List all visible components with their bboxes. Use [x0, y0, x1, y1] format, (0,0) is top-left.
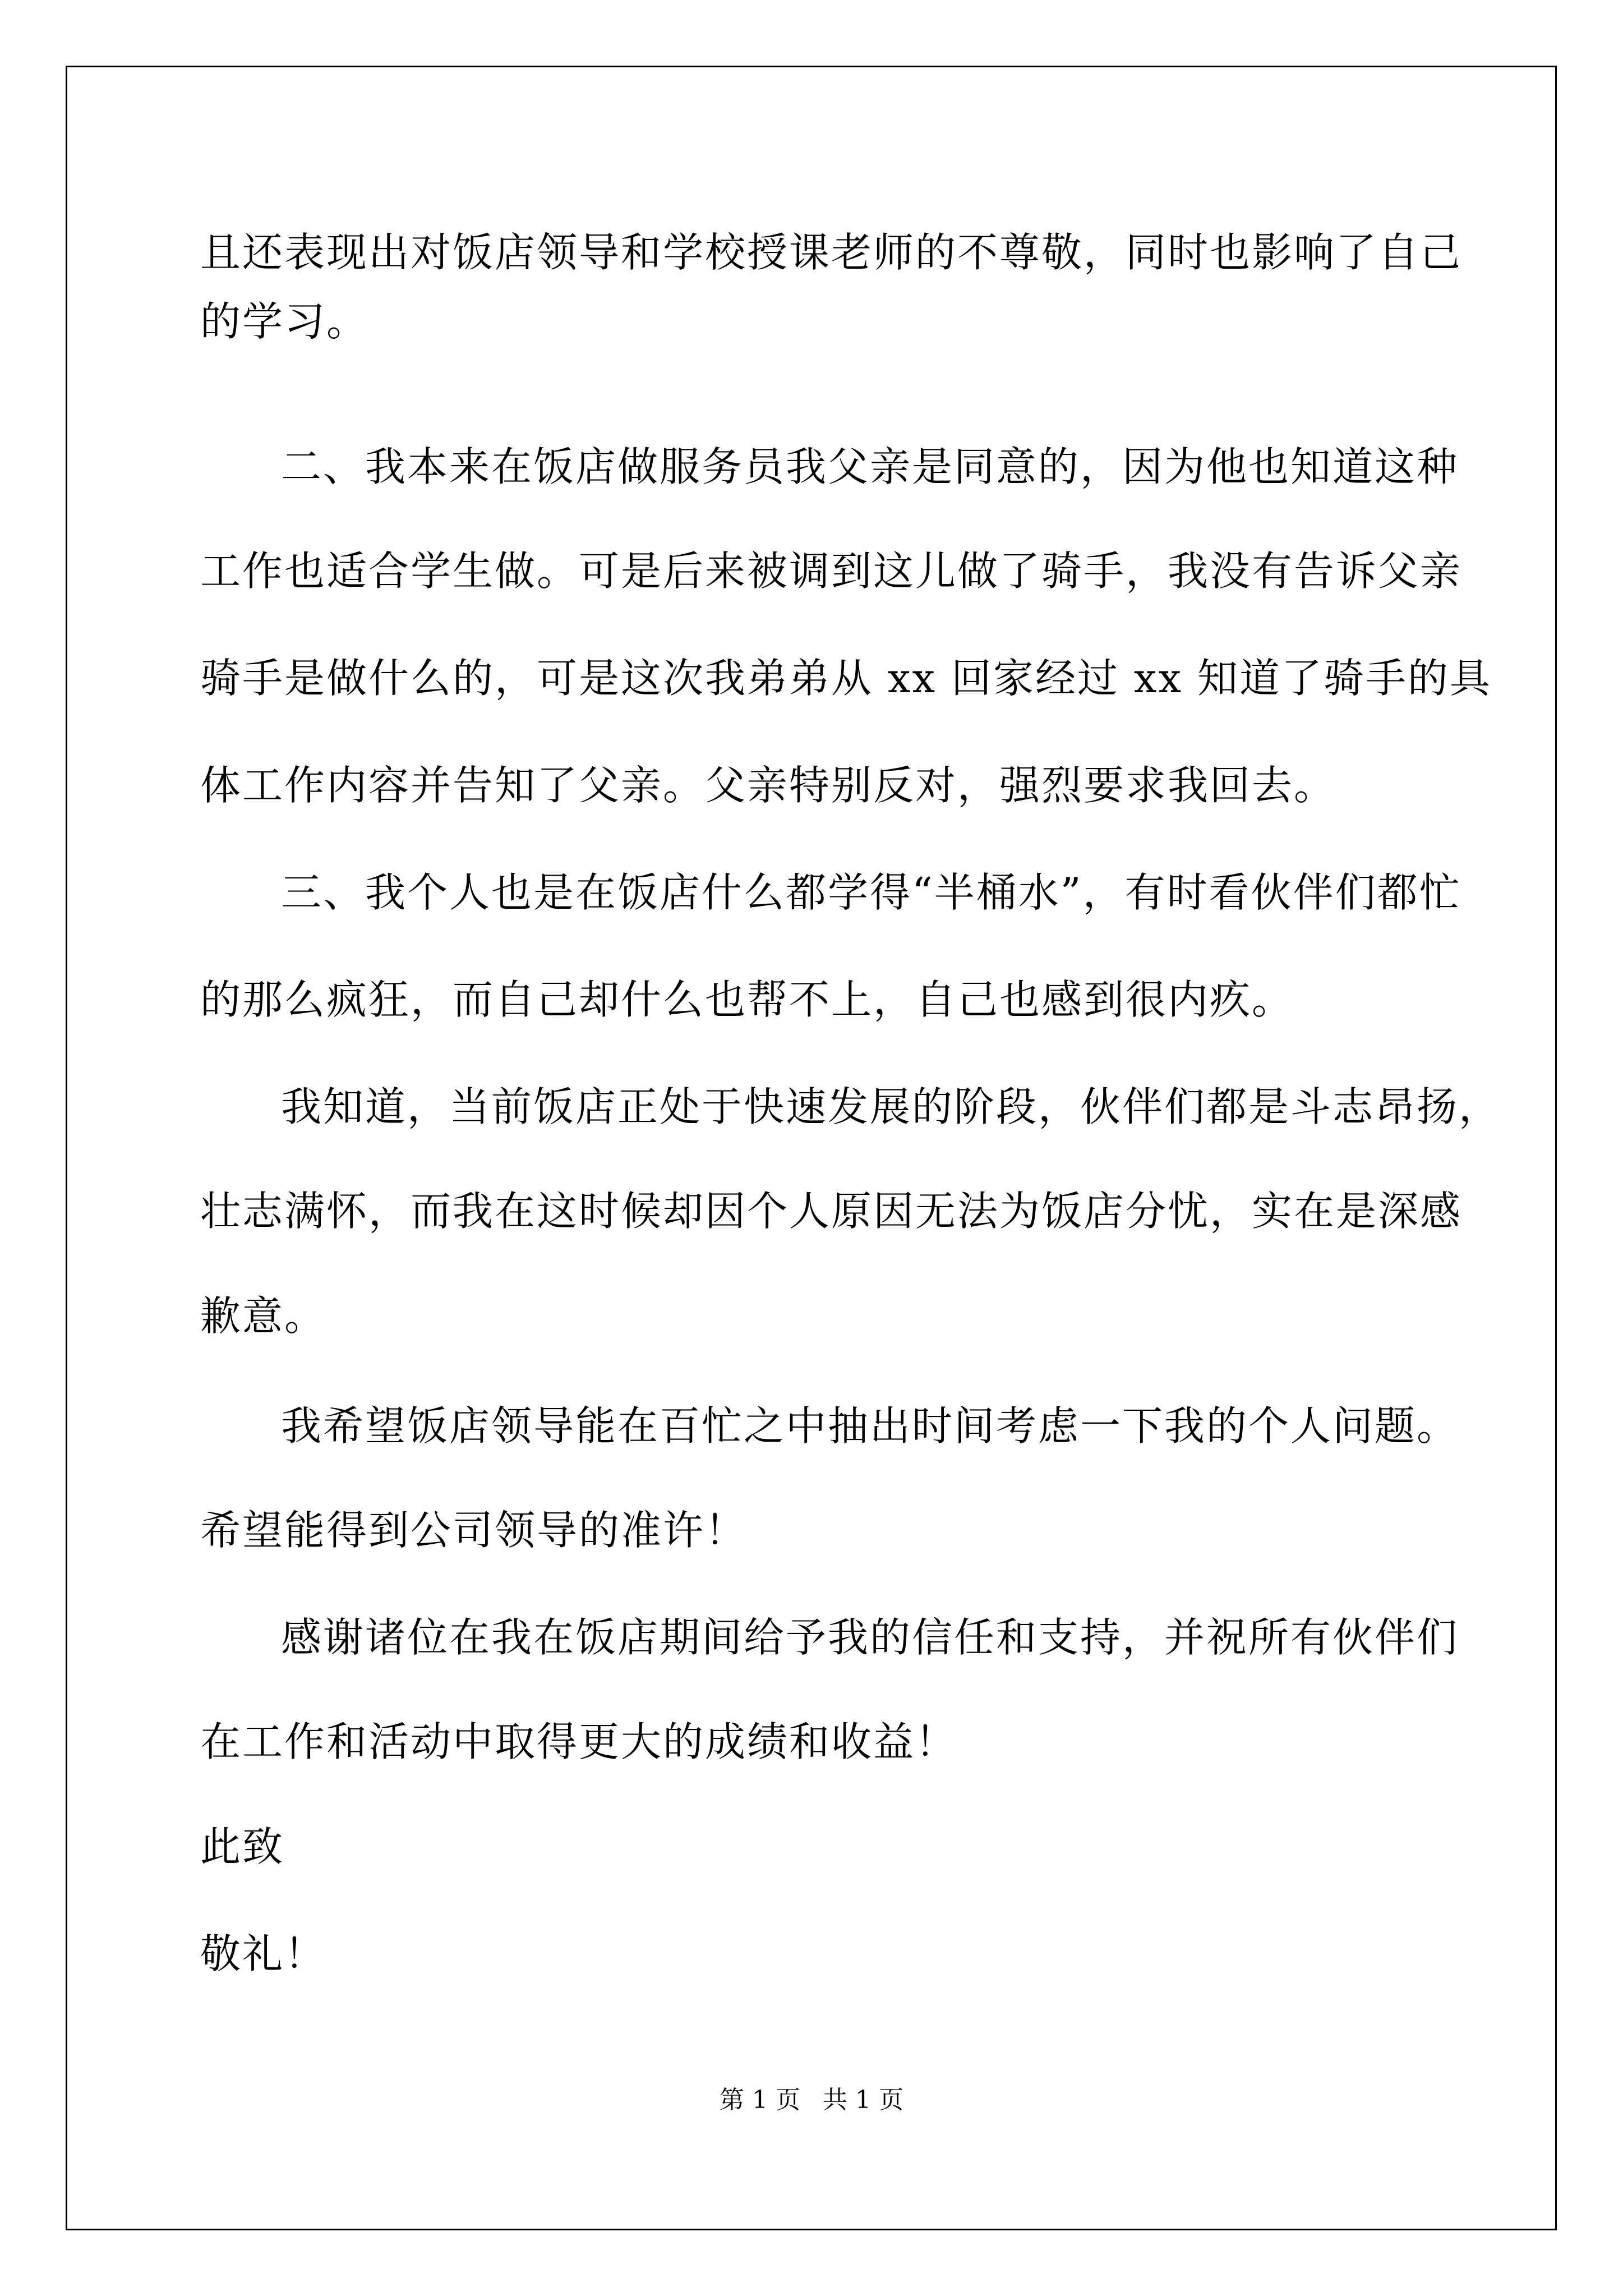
text-line: 希望能得到公司领导的准许！ — [200, 1507, 748, 1554]
page-total: 共 1 页 — [823, 2086, 903, 2114]
text-line: 歉意。 — [200, 1292, 327, 1340]
closing-salutation: 敬礼！ — [200, 1930, 327, 1977]
text-line: 在工作和活动中取得更大的成绩和收益！ — [200, 1718, 958, 1765]
paragraph-line: 感谢诸位在我在饭店期间给予我的信任和支持，并祝所有伙伴们 — [281, 1614, 1459, 1661]
text-line: 体工作内容并告知了父亲。父亲特别反对，强烈要求我回去。 — [200, 762, 1336, 809]
closing-line: 此致 — [200, 1823, 285, 1870]
paragraph-line: 三、我个人也是在饭店什么都学得“半桶水”，有时看伙伴们都忙 — [281, 869, 1461, 916]
paragraph-line: 我知道，当前饭店正处于快速发展的阶段，伙伴们都是斗志昂扬， — [281, 1083, 1501, 1130]
paragraph-line: 我希望饭店领导能在百忙之中抽出时间考虑一下我的个人问题。 — [281, 1402, 1459, 1450]
text-line: 且还表现出对饭店领导和学校授课老师的不尊敬，同时也影响了自己 — [200, 229, 1463, 276]
text-line: 骑手是做什么的，可是这次我弟弟从 xx 回家经过 xx 知道了骑手的具 — [200, 655, 1492, 702]
page-footer — [0, 2088, 1623, 2113]
text-line: 的那么疯狂，而自己却什么也帮不上，自己也感到很内疚。 — [200, 976, 1294, 1023]
paragraph-line: 二、我本来在饭店做服务员我父亲是同意的，因为他也知道这种 — [281, 443, 1459, 490]
text-line: 工作也适合学生做。可是后来被调到这儿做了骑手，我没有告诉父亲 — [200, 547, 1463, 595]
page-number: 第 1 页 — [720, 2086, 800, 2114]
page-border — [66, 66, 1557, 2230]
text-line: 壮志满怀，而我在这时候却因个人原因无法为饭店分忧，实在是深感 — [200, 1188, 1463, 1235]
text-line: 的学习。 — [200, 298, 369, 345]
